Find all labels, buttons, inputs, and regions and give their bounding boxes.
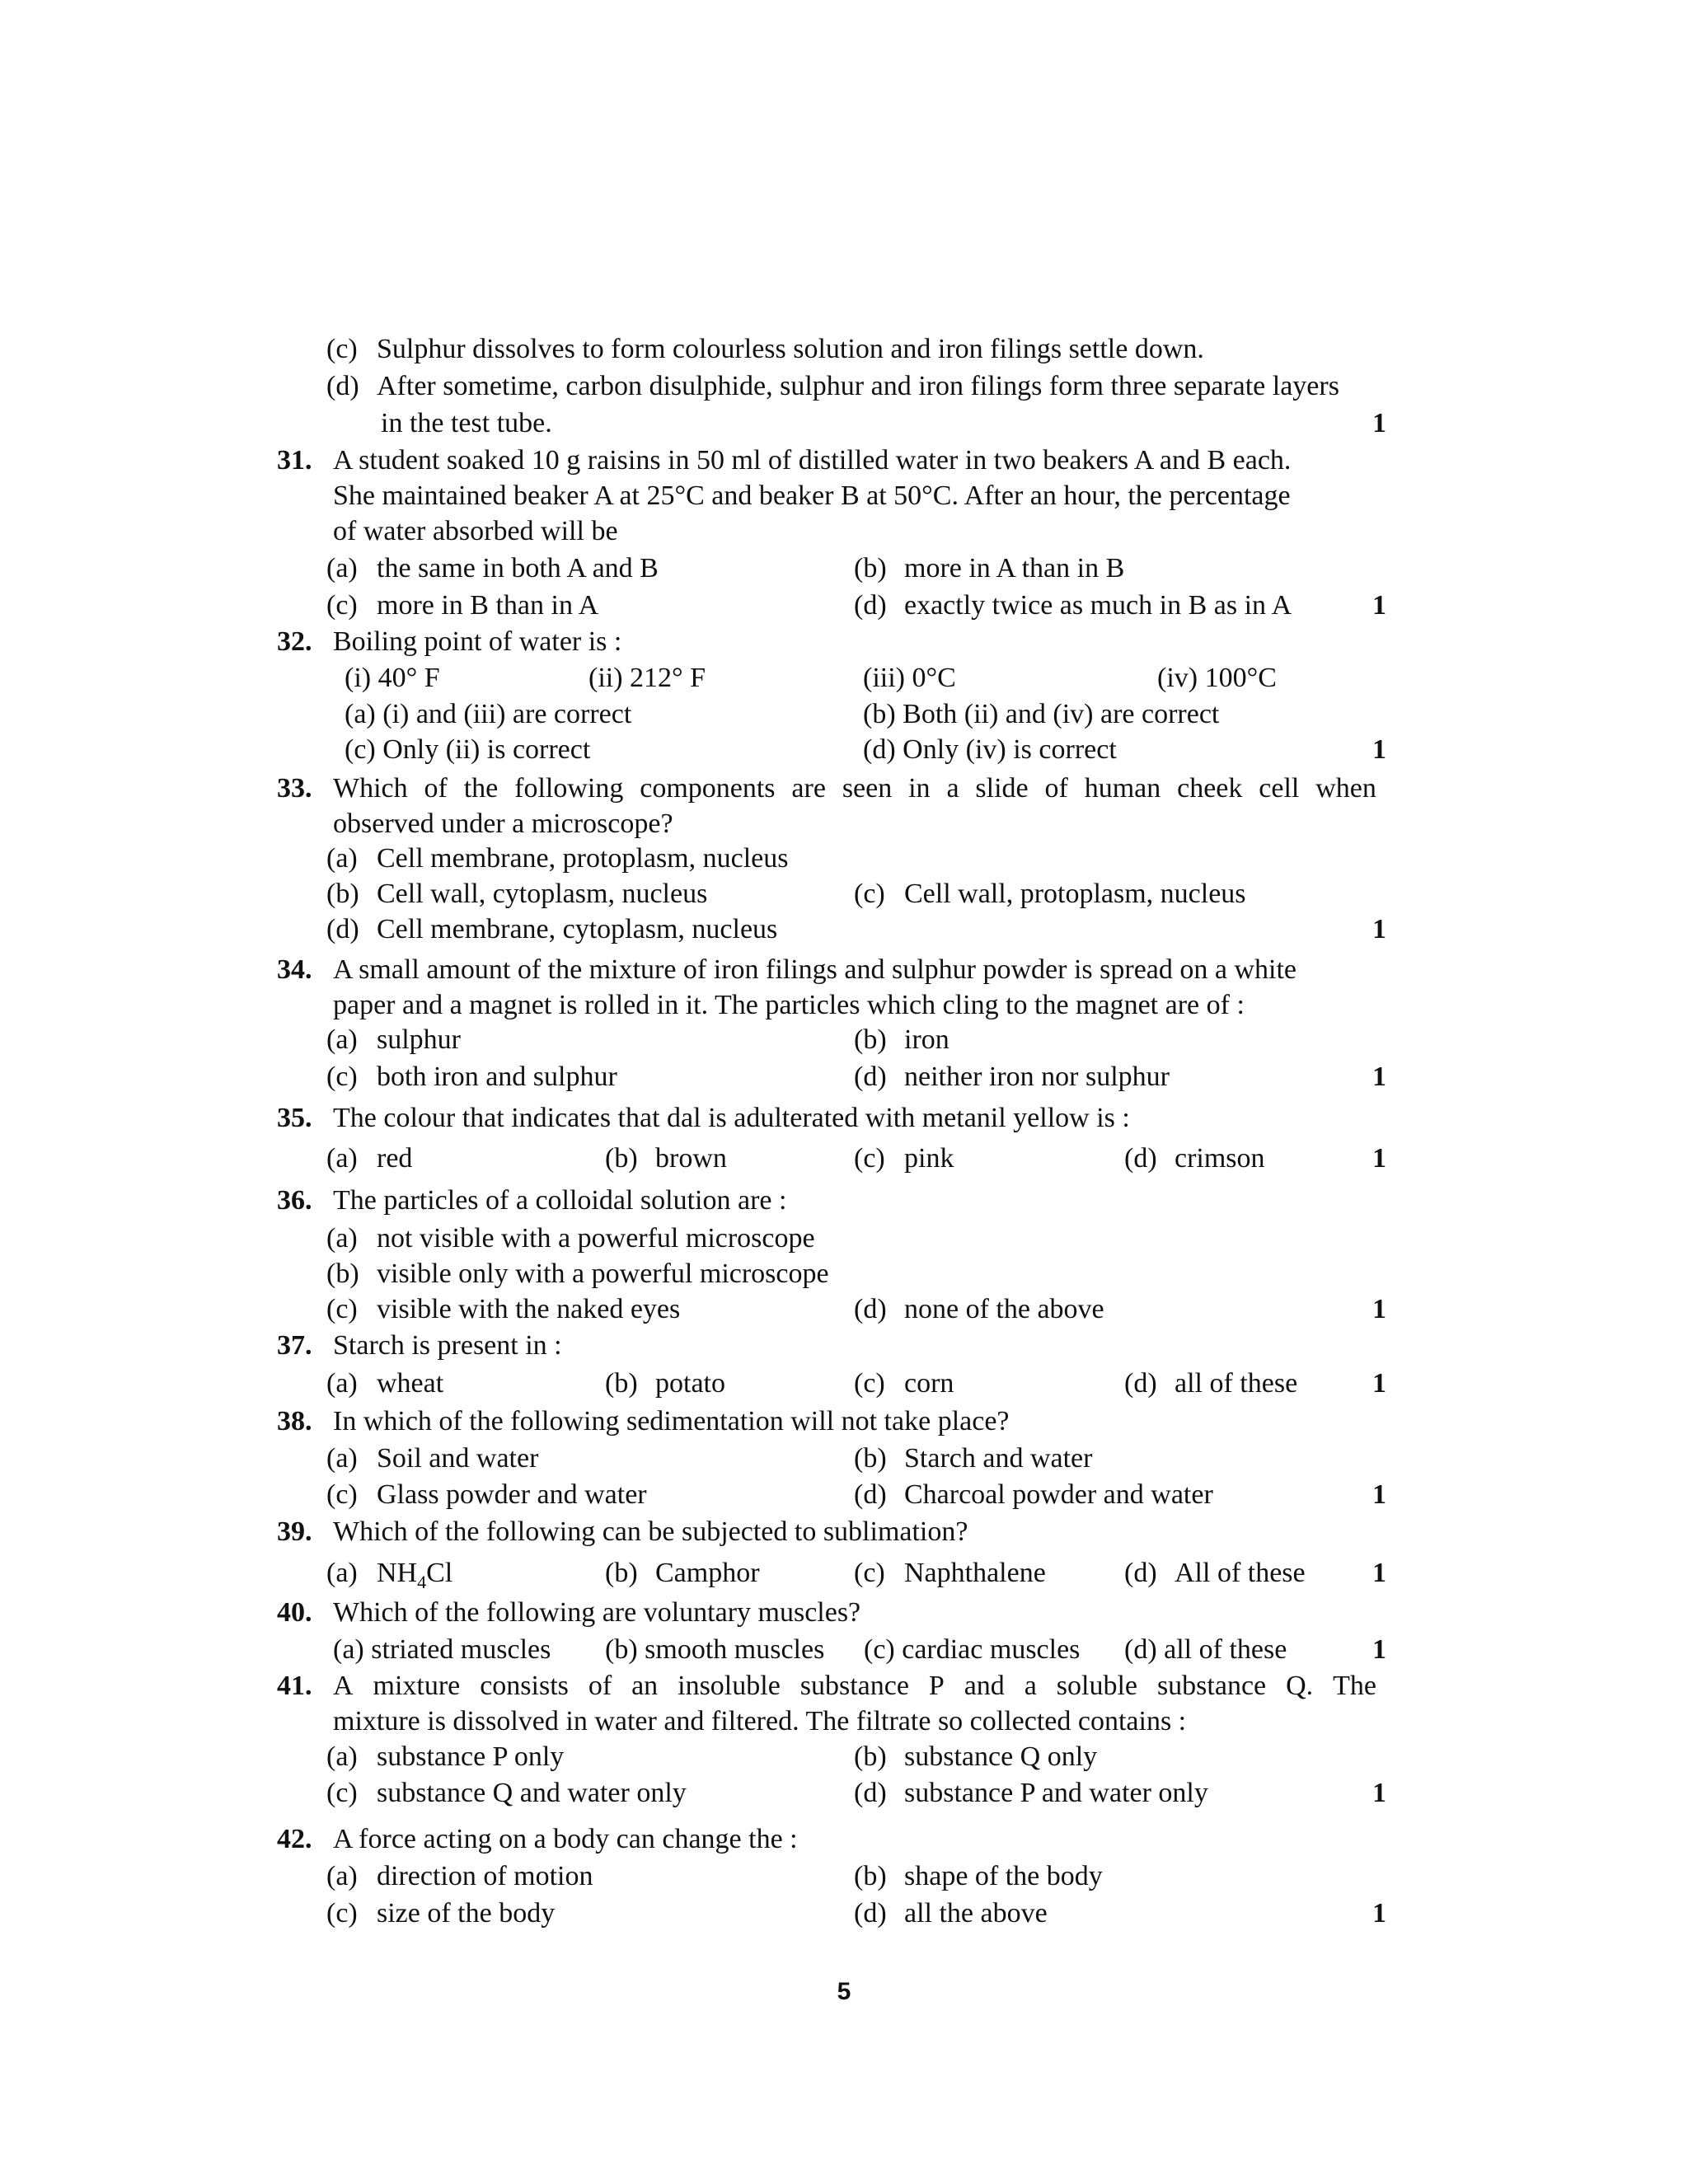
marks: 1 xyxy=(1372,1778,1386,1808)
marks: 1 xyxy=(1372,734,1386,765)
page-number: 5 xyxy=(837,1978,851,2005)
option-d: (d) all the above xyxy=(854,1898,1048,1929)
option-d-continued: in the test tube. xyxy=(381,408,552,438)
option-b: (b) iron xyxy=(854,1024,950,1055)
option-d: (d) all of these xyxy=(1124,1634,1287,1665)
option-d: (d) All of these xyxy=(1124,1558,1306,1588)
question-number: 32. xyxy=(277,626,312,657)
option-d: (d) After sometime, carbon disulphide, sulphur and iron filings form three separate layers xyxy=(326,371,1339,401)
word: P xyxy=(928,1671,945,1701)
word: mixture xyxy=(373,1671,461,1701)
option-c: (c) pink xyxy=(854,1143,954,1174)
question-text: The particles of a colloidal solution are : xyxy=(333,1185,787,1216)
option-c: (c) visible with the naked eyes xyxy=(326,1294,681,1324)
question-number: 35. xyxy=(277,1103,312,1133)
question-text: A force acting on a body can change the : xyxy=(333,1824,798,1854)
question-number: 37. xyxy=(277,1330,312,1361)
option-a: (a) not visible with a powerful microscope xyxy=(326,1223,815,1254)
word: The xyxy=(1333,1671,1376,1701)
marks: 1 xyxy=(1372,1898,1386,1929)
option-d: (d) Only (iv) is correct xyxy=(863,734,1117,765)
option-c: (c) Only (ii) is correct xyxy=(345,734,591,765)
option-b: (b) Both (ii) and (iv) are correct xyxy=(863,699,1220,729)
option-d: (d) crimson xyxy=(1124,1143,1265,1174)
option-c: (c) cardiac muscles xyxy=(864,1634,1081,1665)
question-text-line-3: of water absorbed will be xyxy=(333,516,618,546)
option-a: (a) striated muscles xyxy=(333,1634,551,1665)
option-d: (d) neither iron nor sulphur xyxy=(854,1062,1170,1092)
marks: 1 xyxy=(1372,1368,1386,1399)
question-number: 38. xyxy=(277,1406,312,1436)
question-text: A small amount of the mixture of iron filings and sulphur powder is spread on a white xyxy=(333,954,1297,985)
option-a: (a) $NH_4Cl$ xyxy=(326,1558,453,1592)
option-b: (b) potato xyxy=(605,1368,725,1399)
option-d: (d) Cell membrane, cytoplasm, nucleus xyxy=(326,914,778,944)
option-b: (b) shape of the body xyxy=(854,1861,1103,1891)
word: insoluble xyxy=(678,1671,781,1701)
question-text-line-2: paper and a magnet is rolled in it. The particles which cling to the magnet are of : xyxy=(333,990,1245,1020)
word: soluble xyxy=(1056,1671,1137,1701)
statement-iv: (iv) 100°C xyxy=(1157,663,1277,693)
option-b: (b) brown xyxy=(605,1143,727,1174)
marks: 1 xyxy=(1372,1062,1386,1092)
question-text-line-2: mixture is dissolved in water and filtered. The filtrate so collected contains : xyxy=(333,1706,1187,1736)
option-c: (c) Sulphur dissolves to form colourless solution and iron filings settle down. xyxy=(326,334,1204,364)
word: seen xyxy=(842,773,893,804)
word: a xyxy=(1024,1671,1037,1701)
statement-iii: (iii) 0°C xyxy=(863,663,956,693)
marks: 1 xyxy=(1372,1294,1386,1324)
marks: 1 xyxy=(1372,408,1386,438)
option-c: (c) Naphthalene xyxy=(854,1558,1046,1588)
option-d: (d) Charcoal powder and water xyxy=(854,1479,1213,1510)
marks: 1 xyxy=(1372,1143,1386,1174)
option-c: (c) both iron and sulphur xyxy=(326,1062,617,1092)
option-d: (d) exactly twice as much in B as in A xyxy=(854,590,1292,621)
option-a: (a) substance P only xyxy=(326,1741,565,1772)
question-text: Boiling point of water is : xyxy=(333,626,622,657)
word: A xyxy=(333,1671,354,1701)
option-a: (a) the same in both A and B xyxy=(326,553,659,583)
statement-i: (i) 40° F xyxy=(345,663,440,693)
word: Which xyxy=(333,773,408,804)
option-a: (a) direction of motion xyxy=(326,1861,593,1891)
option-b: (b) visible only with a powerful microscope xyxy=(326,1258,829,1289)
question-number: 33. xyxy=(277,773,312,804)
word: human xyxy=(1084,773,1161,804)
word: substance xyxy=(1156,1671,1267,1701)
option-c: (c) more in B than in A xyxy=(326,590,599,621)
question-text: A student soaked 10 g raisins in 50 ml of distilled water in two beakers A and B each. xyxy=(333,445,1292,476)
option-b: (b) more in A than in B xyxy=(854,553,1125,583)
option-c: (c) substance Q and water only xyxy=(326,1778,687,1808)
option-a: (a) Cell membrane, protoplasm, nucleus xyxy=(326,843,789,874)
question-text xyxy=(333,775,1376,811)
question-text-line-2: She maintained beaker A at 25°C and beaker B at 50°C. After an hour, the percentage xyxy=(333,480,1291,511)
marks: 1 xyxy=(1372,590,1386,621)
option-a: (a) Soil and water xyxy=(326,1443,539,1474)
question-text xyxy=(333,1672,1376,1708)
option-c: (c) size of the body xyxy=(326,1898,556,1929)
marks: 1 xyxy=(1372,1479,1386,1510)
option-c: (c) Cell wall, protoplasm, nucleus xyxy=(854,879,1246,909)
word: of xyxy=(588,1671,612,1701)
option-d: (d) none of the above xyxy=(854,1294,1104,1324)
question-text: Which of the following are voluntary muscles? xyxy=(333,1597,861,1628)
question-text: In which of the following sedimentation will not take place? xyxy=(333,1406,1010,1436)
option-a: (a) (i) and (iii) are correct xyxy=(345,699,632,729)
word: cheek xyxy=(1177,773,1243,804)
question-text: Starch is present in : xyxy=(333,1330,562,1361)
option-b: (b) Camphor xyxy=(605,1558,760,1588)
word: slide xyxy=(975,773,1029,804)
question-number: 36. xyxy=(277,1185,312,1216)
option-d: (d) all of these xyxy=(1124,1368,1298,1399)
word: of xyxy=(424,773,448,804)
option-c: (c) corn xyxy=(854,1368,954,1399)
word: substance xyxy=(799,1671,909,1701)
option-a: (a) red xyxy=(326,1143,413,1174)
option-a: (a) sulphur xyxy=(326,1024,461,1055)
marks: 1 xyxy=(1372,1634,1386,1665)
option-b: (b) Starch and water xyxy=(854,1443,1093,1474)
question-number: 39. xyxy=(277,1516,312,1547)
question-number: 41. xyxy=(277,1671,312,1701)
option-b: (b) Cell wall, cytoplasm, nucleus xyxy=(326,879,708,909)
word: when xyxy=(1315,773,1376,804)
word: following xyxy=(514,773,624,804)
option-a: (a) wheat xyxy=(326,1368,444,1399)
statement-ii: (ii) 212° F xyxy=(588,663,706,693)
marks: 1 xyxy=(1372,1558,1386,1588)
word: cell xyxy=(1259,773,1300,804)
word: an xyxy=(631,1671,659,1701)
word: Q. xyxy=(1286,1671,1314,1701)
word: consists xyxy=(480,1671,569,1701)
question-number: 31. xyxy=(277,445,312,476)
question-number: 40. xyxy=(277,1597,312,1628)
word: the xyxy=(463,773,499,804)
word: of xyxy=(1044,773,1068,804)
word: a xyxy=(946,773,959,804)
option-c: (c) Glass powder and water xyxy=(326,1479,647,1510)
question-text: Which of the following can be subjected to sublimation? xyxy=(333,1516,968,1547)
question-text: The colour that indicates that dal is adulterated with metanil yellow is : xyxy=(333,1103,1130,1133)
word: components xyxy=(640,773,776,804)
marks: 1 xyxy=(1372,914,1386,944)
word: are xyxy=(791,773,826,804)
word: in xyxy=(908,773,931,804)
question-number: 42. xyxy=(277,1824,312,1854)
question-text-line-2: observed under a microscope? xyxy=(333,808,673,839)
question-number: 34. xyxy=(277,954,312,985)
option-b: (b) substance Q only xyxy=(854,1741,1098,1772)
option-b: (b) smooth muscles xyxy=(605,1634,825,1665)
option-d: (d) substance P and water only xyxy=(854,1778,1208,1808)
word: and xyxy=(964,1671,1005,1701)
